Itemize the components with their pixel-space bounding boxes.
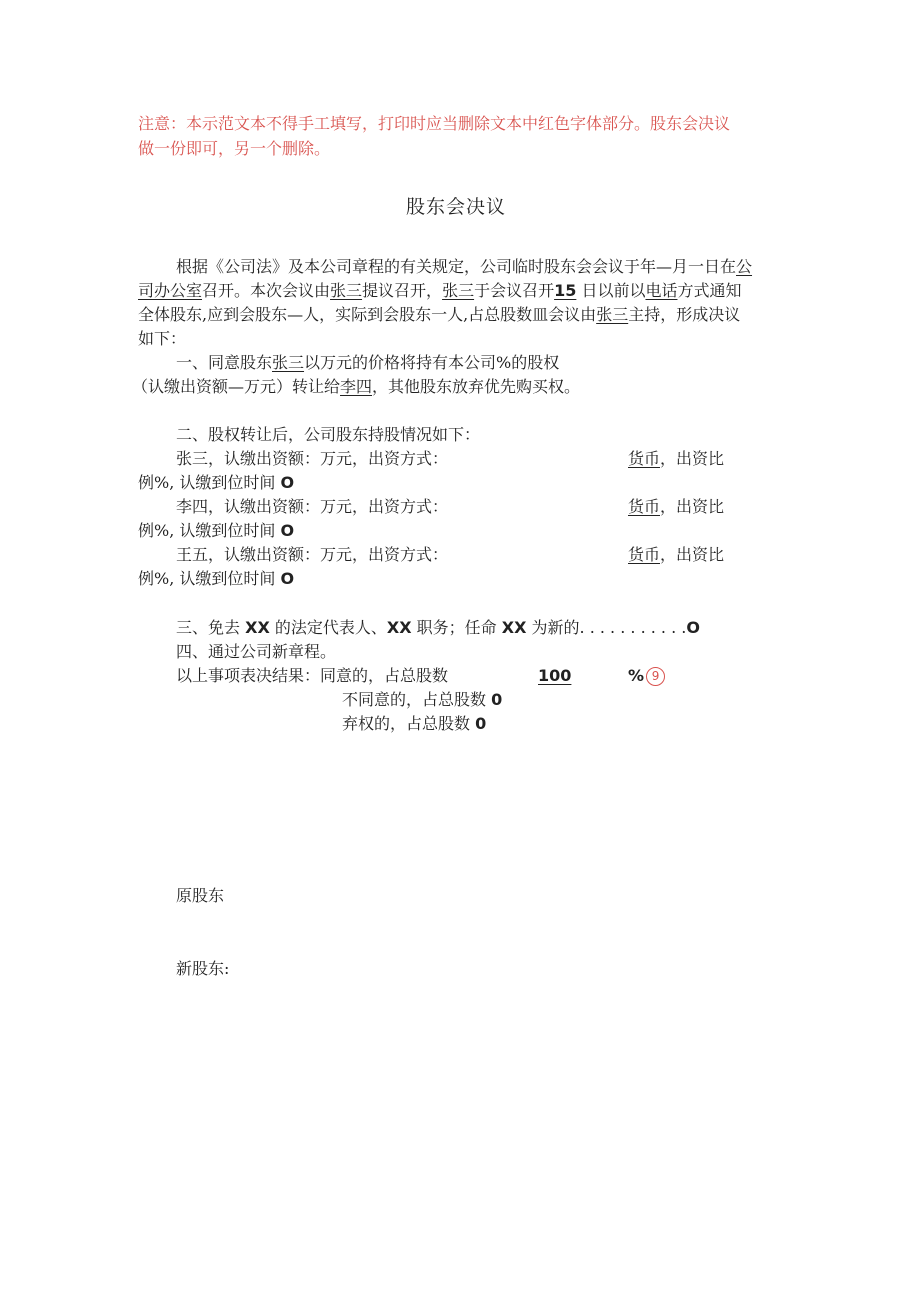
signature-new-shareholder: 新股东:	[176, 959, 230, 978]
shareholder-1-line-1: 张三，认缴出资额：万元，出资方式：	[176, 449, 449, 468]
shareholder-2-line-2: 例%, 认缴到位时间 O	[138, 521, 295, 540]
notice-line-1: 注意：本示范文本不得手工填写，打印时应当删除文本中红色字体部分。股东会决议	[138, 114, 731, 133]
circled-number-icon: 9	[646, 667, 665, 686]
shareholder-1-line-2: 例%, 认缴到位时间 O	[138, 473, 295, 492]
notice-line-2: 做一份即可，另一个删除。	[138, 139, 331, 158]
item4-line: 四、通过公司新章程。	[176, 642, 337, 661]
vote-agree-value: 100	[538, 666, 572, 685]
intro-line-1: 根据《公司法》及本公司章程的有关规定，公司临时股东会会议于年—月一日在公	[176, 257, 753, 276]
vote-abstain: 弃权的，占总股数 0	[342, 714, 487, 733]
vote-disagree: 不同意的，占总股数 0	[342, 690, 503, 709]
vote-agree-percent: % 9	[628, 665, 665, 687]
intro-line-3: 全体股东,应到会股东—人，实际到会股东一人,占总股数皿会议由张三主持，形成决议	[138, 305, 741, 324]
document-title: 股东会决议	[406, 196, 507, 218]
signature-original-shareholder: 原股东	[176, 886, 225, 905]
intro-line-4: 如下：	[138, 329, 187, 348]
item3-line: 三、免去 XX 的法定代表人、XX 职务；任命 XX 为新的. . . . . . . . . . .O	[176, 618, 700, 637]
shareholder-3-line-1: 王五，认缴出资额：万元，出资方式：	[176, 545, 449, 564]
item1-line-1: 一、同意股东张三以万元的价格将持有本公司%的股权	[176, 353, 560, 372]
item2-heading: 二、股权转让后，公司股东持股情况如下：	[176, 425, 481, 444]
shareholder-3-line-2: 例%, 认缴到位时间 O	[138, 569, 295, 588]
shareholder-3-method: 货币，出资比	[628, 545, 725, 564]
intro-line-2: 司办公室召开。本次会议由张三提议召开，张三于会议召开15 日以前以电话方式通知	[138, 281, 742, 300]
item1-line-2: （认缴出资额—万元）转让给李四，其他股东放弃优先购买权。	[132, 377, 581, 396]
shareholder-2-method: 货币，出资比	[628, 497, 725, 516]
shareholder-1-method: 货币，出资比	[628, 449, 725, 468]
shareholder-2-line-1: 李四，认缴出资额：万元，出资方式：	[176, 497, 449, 516]
vote-agree-label: 以上事项表决结果：同意的，占总股数	[176, 666, 449, 685]
